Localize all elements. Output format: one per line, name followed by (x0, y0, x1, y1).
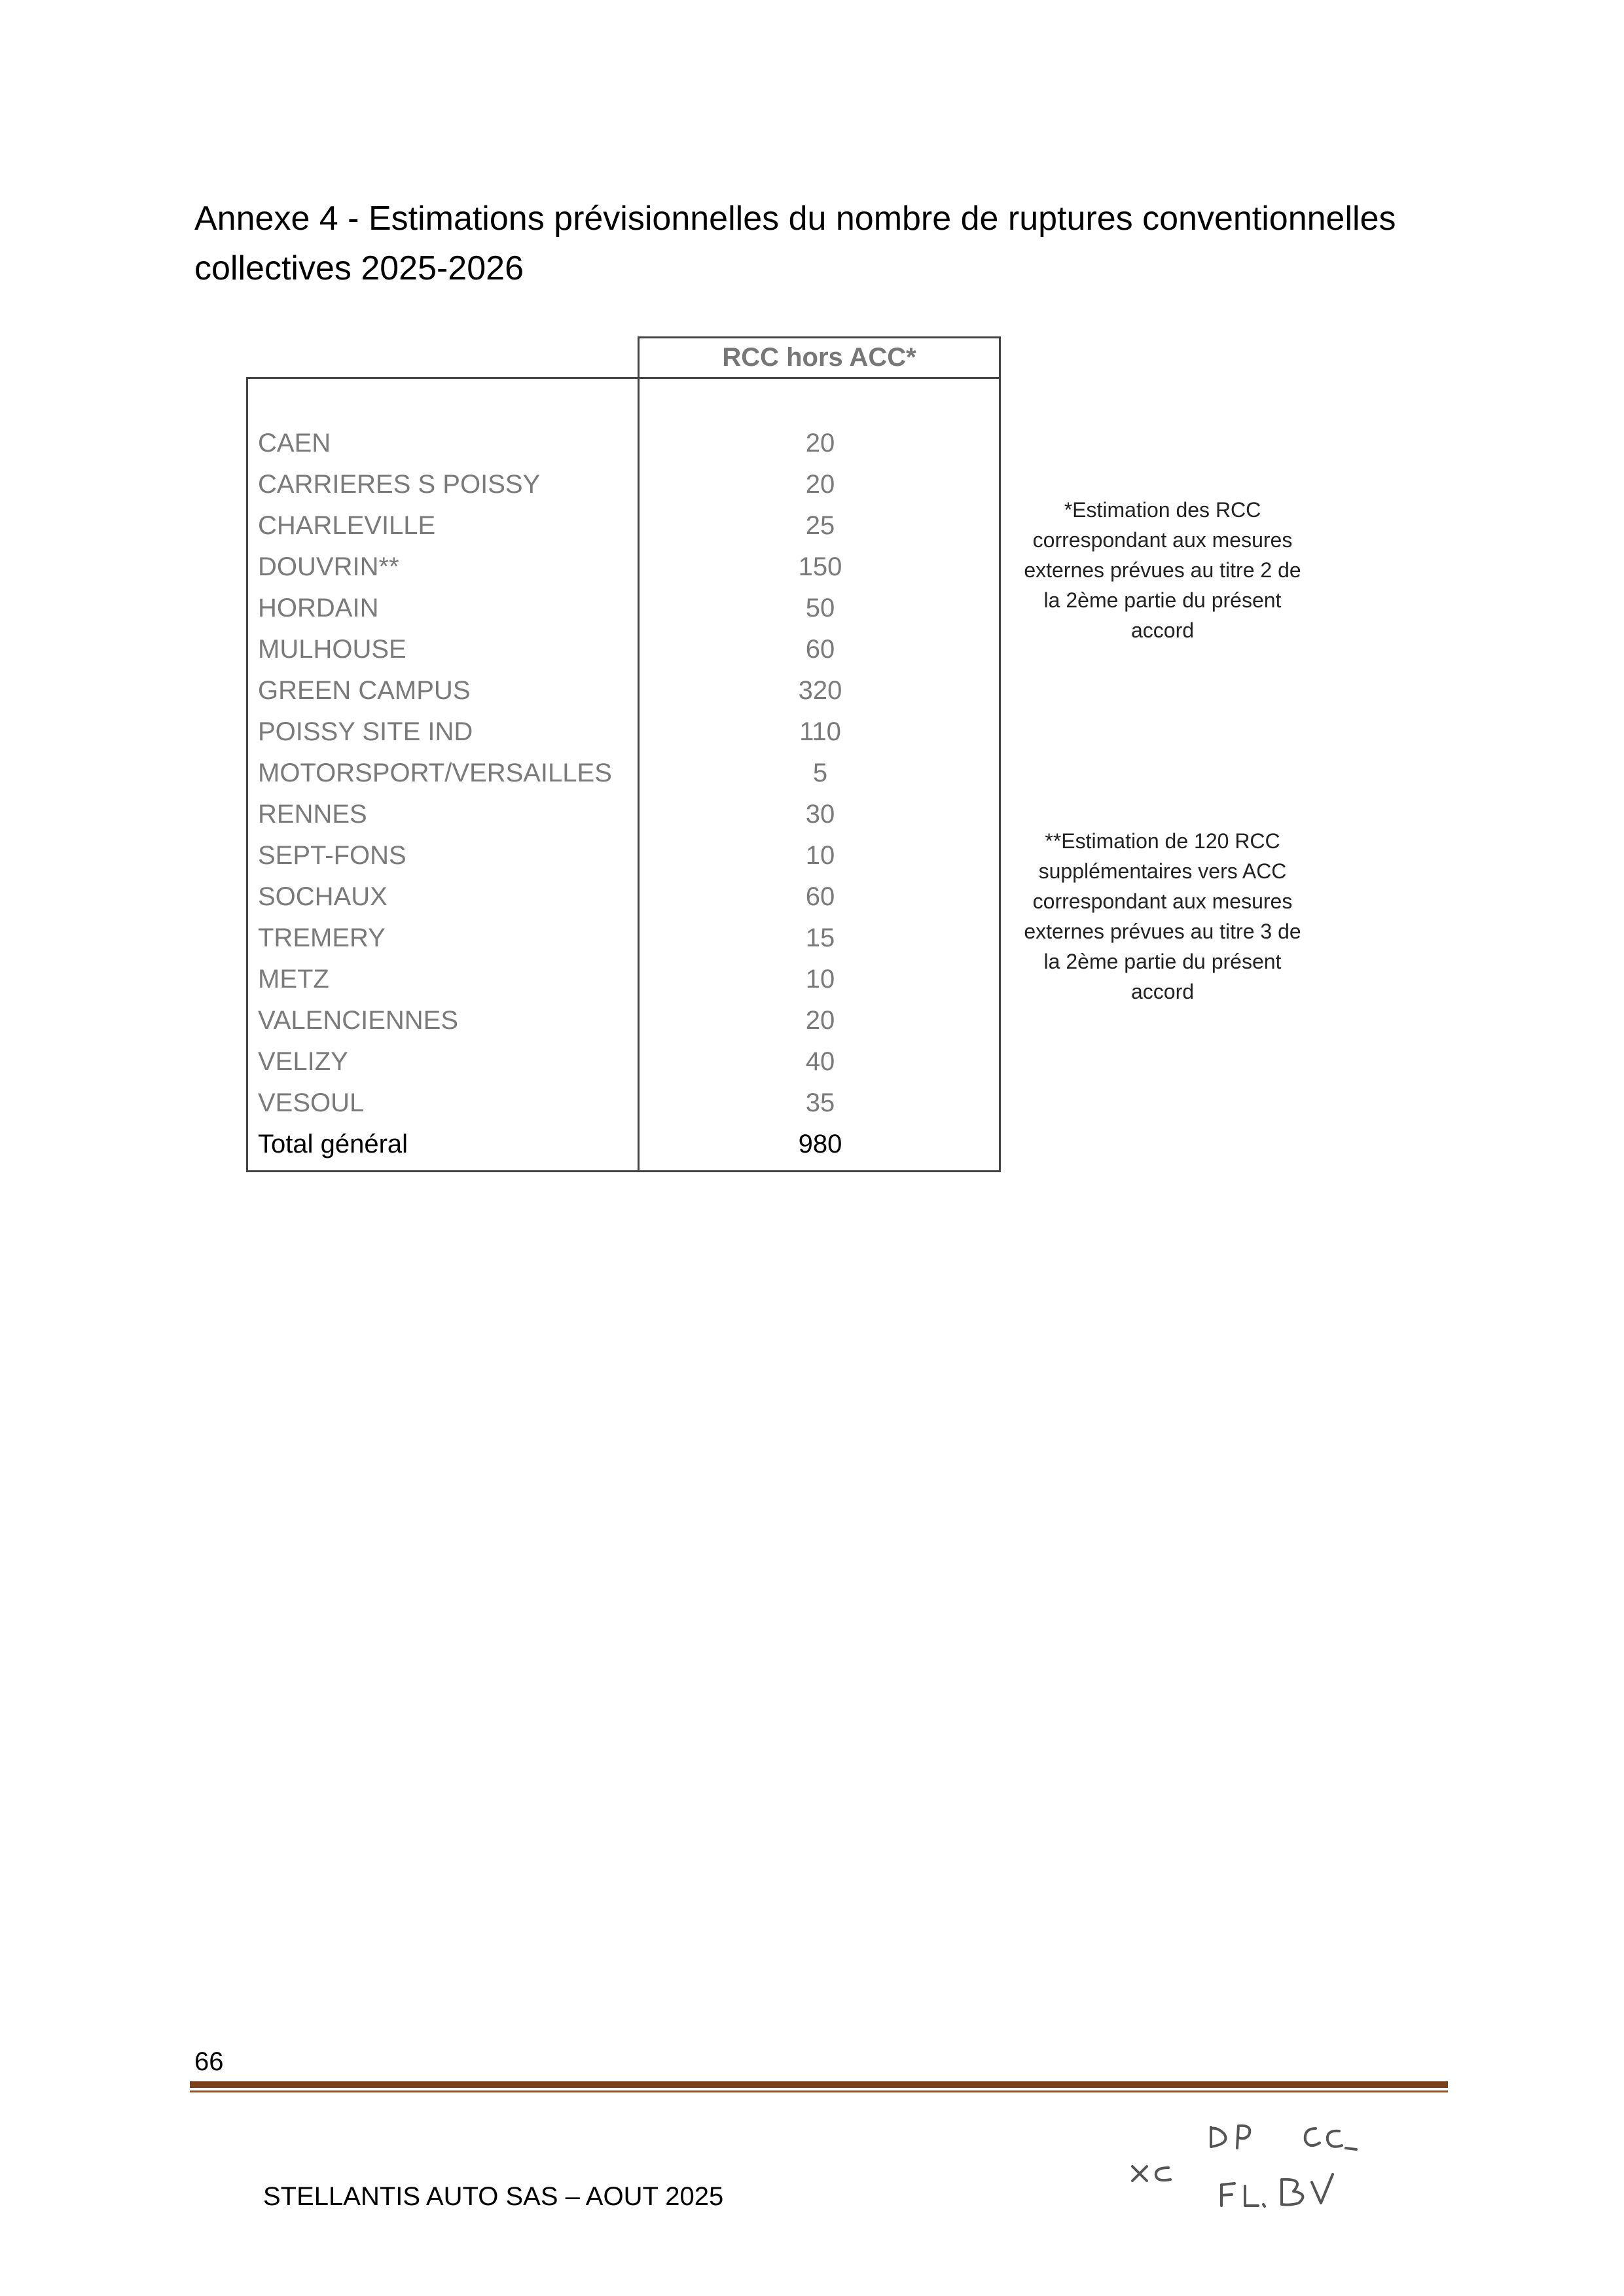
table-row (248, 918, 999, 959)
total-label: Total général (258, 1130, 408, 1158)
site-name: METZ (258, 965, 329, 994)
table-body (246, 377, 1001, 1172)
page-title: Annexe 4 - Estimations prévisionnelles du nombre de ruptures conventionnelles collectives 2025-2026 (194, 200, 1396, 287)
site-name: RENNES (258, 800, 367, 829)
rcc-value: 10 (805, 965, 835, 994)
handwritten-initials (1113, 2094, 1375, 2212)
rcc-value: 60 (805, 882, 835, 911)
note-line: supplémentaires vers ACC (1038, 859, 1287, 883)
rcc-value: 50 (805, 594, 835, 622)
table-row (248, 1000, 999, 1041)
site-name: SOCHAUX (258, 882, 388, 911)
site-name: MULHOUSE (258, 635, 406, 664)
table-row (248, 1041, 999, 1083)
note-line: externes prévues au titre 3 de (1024, 920, 1301, 943)
rcc-value: 30 (805, 800, 835, 829)
site-name: HORDAIN (258, 594, 379, 622)
site-name: POISSY SITE IND (258, 717, 473, 746)
rcc-value: 25 (805, 511, 835, 540)
column-header: RCC hors ACC* (638, 336, 1001, 377)
rcc-value: 15 (805, 924, 835, 952)
rcc-value: 320 (798, 676, 842, 705)
note-line: la 2ème partie du présent (1043, 950, 1282, 973)
site-name: CAEN (258, 429, 331, 457)
note-line: accord (1130, 980, 1195, 1003)
table-row (248, 959, 999, 1000)
site-name: VELIZY (258, 1047, 348, 1076)
site-name: MOTORSPORT/VERSAILLES (258, 759, 612, 787)
rcc-value: 110 (799, 717, 841, 746)
note-2 (999, 826, 1326, 1007)
table-row (248, 794, 999, 835)
total-row (248, 1124, 999, 1165)
note-line: la 2ème partie du présent (1043, 588, 1282, 612)
note-line: externes prévues au titre 2 de (1024, 558, 1301, 582)
site-name: CARRIERES S POISSY (258, 470, 541, 499)
note-line: **Estimation de 120 RCC (1045, 829, 1280, 853)
rcc-value: 40 (805, 1047, 835, 1076)
site-name: CHARLEVILLE (258, 511, 436, 540)
table-row (248, 711, 999, 753)
footer-company: STELLANTIS AUTO SAS – AOUT 2025 (263, 2182, 724, 2211)
site-name: SEPT-FONS (258, 841, 406, 870)
rcc-value: 20 (805, 429, 835, 457)
footer-rule (190, 2081, 1448, 2088)
table-row (248, 670, 999, 711)
table-row (248, 547, 999, 588)
rcc-value: 20 (805, 1006, 835, 1035)
table-row (248, 588, 999, 629)
page-number: 66 (194, 2047, 224, 2076)
table-row (248, 423, 999, 464)
site-name: VALENCIENNES (258, 1006, 459, 1035)
site-name: TREMERY (258, 924, 386, 952)
rcc-value: 20 (805, 470, 835, 499)
total-value: 980 (798, 1130, 842, 1158)
footer-rule-thin (190, 2090, 1448, 2092)
rcc-value: 35 (805, 1088, 835, 1117)
table-row (248, 505, 999, 547)
site-name: VESOUL (258, 1088, 365, 1117)
table-row (248, 876, 999, 918)
note-line: correspondant aux mesures (1032, 528, 1293, 552)
rcc-value: 5 (812, 759, 828, 787)
table-row (248, 629, 999, 670)
table-row (248, 464, 999, 505)
rcc-value: 10 (805, 841, 835, 870)
site-name: GREEN CAMPUS (258, 676, 471, 705)
table-row (248, 835, 999, 876)
rcc-value: 60 (805, 635, 835, 664)
site-name: DOUVRIN** (258, 552, 399, 581)
note-line: *Estimation des RCC (1064, 498, 1261, 522)
note-line: accord (1130, 619, 1195, 642)
note-1 (999, 495, 1326, 645)
table-row (248, 1083, 999, 1124)
note-line: correspondant aux mesures (1032, 889, 1293, 913)
table-rows (248, 423, 999, 1165)
table-row (248, 753, 999, 794)
rcc-value: 150 (798, 552, 842, 581)
